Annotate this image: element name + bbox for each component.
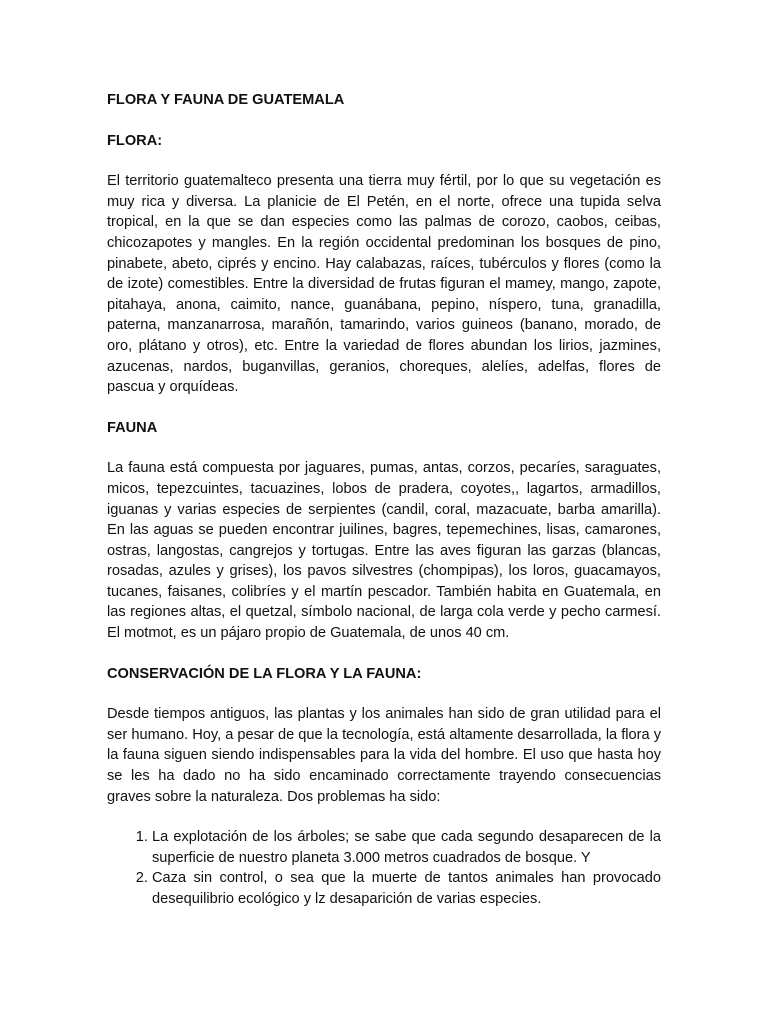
section-heading-conservacion: CONSERVACIÓN DE LA FLORA Y LA FAUNA: — [107, 665, 422, 682]
list-item: 2. Caza sin control, o sea que la muerte de tantos animales han provocado desequilibrio ecológico y lz desaparición de varias especies. — [152, 868, 661, 909]
document-page — [107, 90, 661, 910]
paragraph-conservacion: Desde tiempos antiguos, las plantas y los animales han sido de gran utilidad para el ser humano. Hoy, a pesar de que la tecnología, está altamente desarrollada, la flora y la fauna siguen siendo indispensables para la vida del hombre. El uso que hasta hoy se les ha dado no ha sido encaminado correctamente trayendo consecuencias graves sobre la naturaleza. Dos problemas ha sido: — [107, 706, 661, 805]
list-item: 1. La explotación de los árboles; se sabe que cada segundo desaparecen de la superficie de nuestro planeta 3.000 metros cuadrados de bosque. Y — [152, 827, 661, 868]
paragraph-flora: El territorio guatemalteco presenta una tierra muy fértil, por lo que su vegetación es muy rica y diversa. La planicie de El Petén, en el norte, ofrece una tupida selva tropical, en la que se dan especies como las palmas de corozo, caobos, ceibas, chicozapotes y mangles. En la región occidental predominan los bosques de pino, pinabete, abeto, ciprés y encino. Hay calabazas, raíces, tubérculos y flores (como la de izote) comestibles. Entre la diversidad de frutas figuran el mamey, mango, zapote, pitahaya, anona, caimito, nance, guanábana, pepino, níspero, tuna, granadilla, paterna, manzanarrosa, marañón, tamarindo, varios guineos (banano, morado, de oro, plátano y otros), etc. Entre la variedad de flores abundan los lirios, jazmines, azucenas, nardos, buganvillas, geranios, choreques, alelíes, adelfas, flores de pascua y orquídeas. — [107, 173, 661, 396]
paragraph-fauna: La fauna está compuesta por jaguares, pumas, antas, corzos, pecaríes, saraguates, micos, tepezcuintes, tacuazines, lobos de pradera, coyotes,, lagartos, armadillos, iguanas y varias especies de serpientes (candil, coral, mazacuate, barba amarilla). En las aguas se pueden encontrar juilines, bagres, tepemechines, lisas, camarones, ostras, langostas, cangrejos y tortugas. Entre las aves figuran las garzas (blancas, rosadas, azules y grises), los pavos silvestres (chompipas), los loros, guacamayos, tucanes, faisanes, colibríes y el martín pescador. También habita en Guatemala, en las regiones altas, el quetzal, símbolo nacional, de larga cola verde y pecho carmesí. El motmot, es un pájaro propio de Guatemala, de unos 40 cm. — [107, 460, 661, 642]
problems-list — [107, 827, 661, 909]
document-title: FLORA Y FAUNA DE GUATEMALA — [107, 92, 345, 108]
section-heading-fauna: FAUNA — [107, 419, 158, 436]
section-heading-flora: FLORA: — [107, 132, 163, 149]
